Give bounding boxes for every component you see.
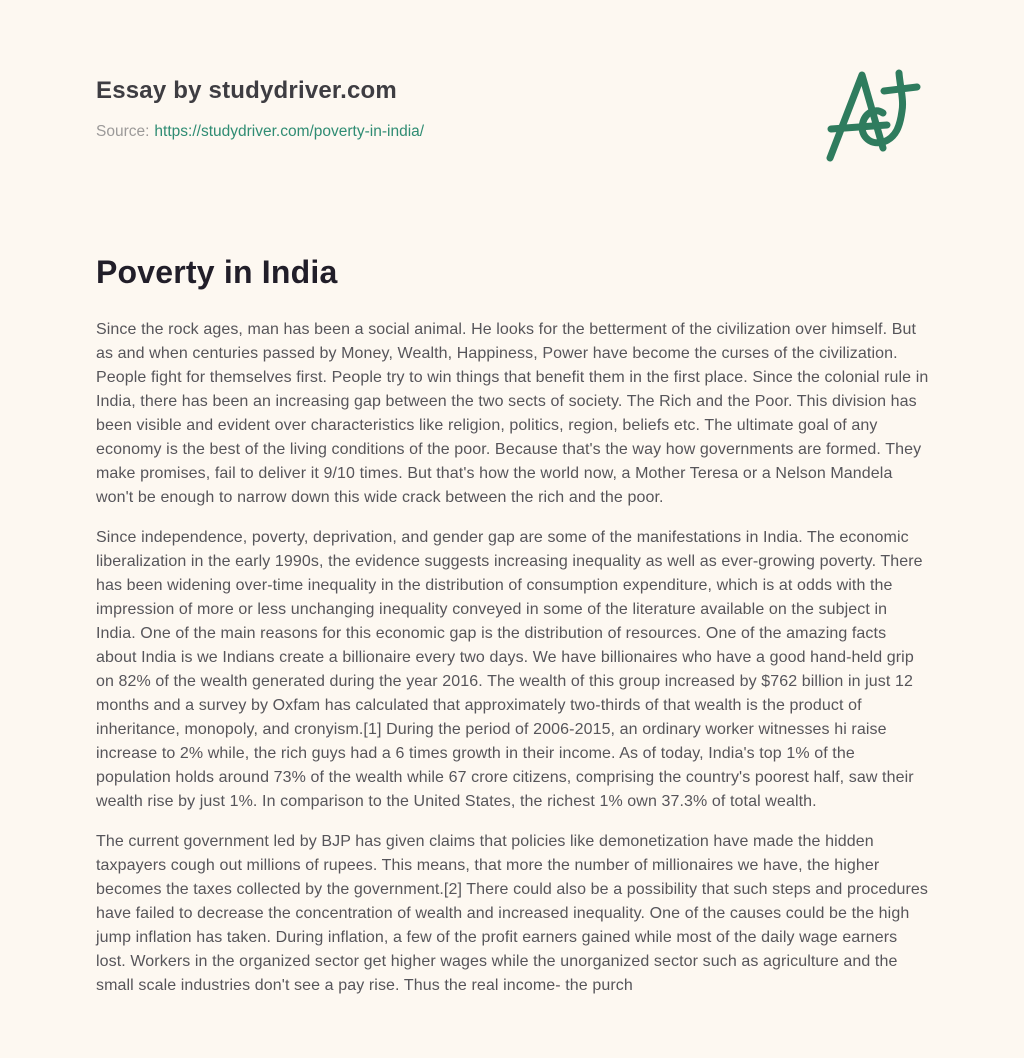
a-plus-logo-icon xyxy=(820,60,930,166)
paragraph-3: The current government led by BJP has given claims that policies like demonetization have made the hidden taxpayers cough out millions of rupees. This means, that more the number of millionaires we have, the higher becomes the taxes collected by the government.[2] There could also be a possibility that such steps and procedures have failed to decrease the concentration of wealth and increased inequality. One of the causes could be the high jump inflation has taken. During inflation, a few of the profit earners gained while most of the daily wage earners lost. Workers in the organized sector get higher wages while the unorganized sector such as agriculture and the small scale industries don't see a pay rise. Thus the real income- the purch xyxy=(96,833,929,994)
logo-plus-horizontal xyxy=(884,87,917,91)
byline: Essay by studydriver.com xyxy=(96,77,397,104)
page-title: Poverty in India xyxy=(96,254,338,290)
source-line xyxy=(96,122,930,142)
essay-body xyxy=(96,318,930,998)
source-label: Source: xyxy=(96,123,150,140)
source-link[interactable]: https://studydriver.com/poverty-in-india/ xyxy=(154,123,425,140)
paragraph-2: Since independence, poverty, deprivation, and gender gap are some of the manifestations in India. The economic liberalization in the early 1990s, the evidence suggests increasing inequality as well as ever-growing poverty. There has been widening over-time inequality in the distribution of consumption expenditure, which is at odds with the impression of more or less unchanging inequality conveyed in some of the literature available on the subject in India. One of the main reasons for this economic gap is the distribution of resources. One of the amazing facts about India is we Indians create a billionaire every two days. We have billionaires who have a good hand-held grip on 82% of the wealth generated during the year 2016. The wealth of this group increased by $762 billion in just 12 months and a survey by Oxfam has calculated that approximately two-thirds of that wealth is the product of inheritance, monopoly, and cronyism.[1] During the period of 2006-2015, an ordinary worker witnesses hi raise increase to 2% while, the rich guys had a 6 times growth in their income. As of today, India's top 1% of the population holds around 73% of the wealth while 67 crore citizens, comprising the country's poorest half, saw their wealth rise by just 1%. In comparison to the United States, the richest 1% own 37.3% of total wealth. xyxy=(96,529,923,810)
paragraph-1: Since the rock ages, man has been a social animal. He looks for the betterment of the civilization over himself. But as and when centuries passed by Money, Wealth, Happiness, Power have become the curses of the civilization. People fight for themselves first. People try to win things that benefit them in the first place. Since the colonial rule in India, there has been an increasing gap between the two sects of society. The Rich and the Poor. This division has been visible and evident over characteristics like religion, politics, region, beliefs etc. The ultimate goal of any economy is the best of the living conditions of the poor. Because that's the way how governments are formed. They make promises, fail to deliver it 9/10 times. But that's how the world now, a Mother Teresa or a Nelson Mandela won't be enough to narrow down this wide crack between the rich and the poor. xyxy=(96,321,929,506)
